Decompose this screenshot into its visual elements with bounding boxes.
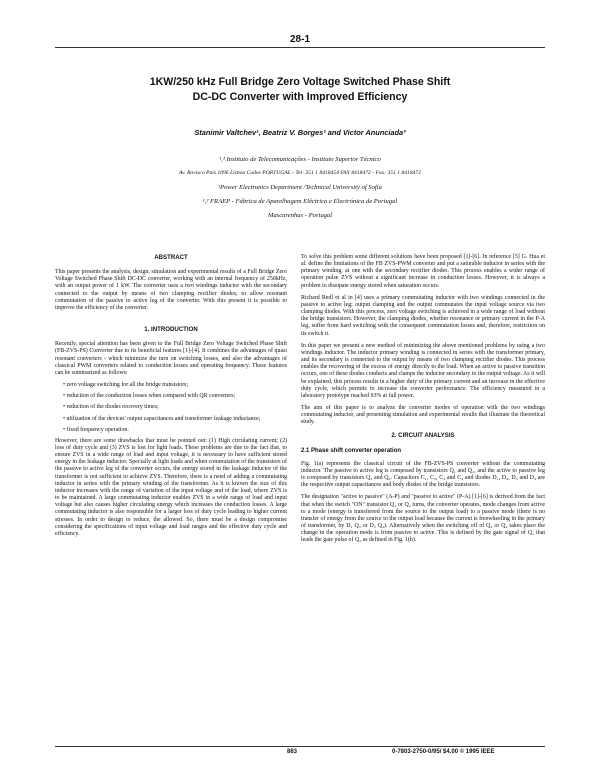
- page-footer: [0, 749, 600, 759]
- bullet-item: • fixed frequency operation.: [63, 426, 129, 433]
- circuit-analysis-heading: 2. CIRCUIT ANALYSIS: [391, 432, 455, 440]
- bullet-item: • zero voltage switching for all the bridge transistors;: [63, 382, 189, 389]
- affiliation-address: Av. Rovisco Pais 1096 Lisboa Codex PORTUGAL - Tel: 351 1 8418454 FAX 8418472 - Fax: 351 1 8418472: [178, 170, 422, 176]
- abstract-text: This paper presents the analysis, design, simulation and experimental results of a Full Bridge Zero Voltage Switched Phase Shift DC-DC converter, working with an internal frequency of 250kHz, with an output power of 1 kW. The converter uses a two windings inductor with the secondary connected to the output by means of two clamping rectifier diodes, to allow resonant commutation of the passive to active leg of the converter. With this present it is possible to improve the efficiency of the converter.: [55, 269, 287, 311]
- left-column: [55, 254, 287, 543]
- right-paragraph-5: Fig. 1(a) represents the classical circuit of the FB-ZVS-PS converter without the commutating inductor. The passive to active leg is composed by transistors Q₁ and Q₂, and the active to passive leg is composed by transistors Q₃ and Q₄. Capacitors C₁, C₂, C₃ and C₄ and diodes D₁, D₂, D₃ and D₄ are the respective output capacitances and body diodes of the bridge transistors.: [301, 460, 545, 489]
- footer-rule: [55, 746, 545, 747]
- page-number: 863: [287, 749, 298, 755]
- affiliation-2: ¹Power Electronics Department /Technical University of Sofia: [218, 184, 382, 191]
- bullet-item: • utilization of the devices' output capacitances and transformer leakage inductance;: [63, 415, 261, 422]
- affiliation-3: ¹,² FRAEP - Fábrica de Aparelhagem Eléctrica e Electrónica de Portugal: [202, 198, 398, 205]
- introduction-paragraph-2: However, there are some drawbacks that must be pointed out: (1) High circulating current; (2) loss of duty cycle and (3) ZVS is lost for light loads. These problems are due to the fact that, to ensure ZVS in a wide range of load and input voltage, it is necessary to have sufficient stored energy in the leakage inductor. Specially at light loads and when commutation of the transistors of the passive to active leg of the converter occurs, the energy stored in the leakage inductor of the transformer is not sufficient to achieve ZVS. Therefore, there is a need of adding a commutating inductor in series with the primary winding of the transformer. As it is known the size of this inductor increases with the range of variation of the input voltage and of the load, where ZVS is to be maintained. A large commutating inductor enables ZVS in a wide range of load and input voltage but also causes higher circulating energy which increases the conduction losses. A large commutating inductor is also responsible for a larger loss of duty cycle leading to higher current stresses. In order to design to reduce, the allowed. So, there must be a design compromise considering the specifications of input voltage and load ranges and the effective duty cycle and efficiency.: [55, 437, 287, 537]
- session-number: 28-1: [289, 34, 310, 45]
- affiliation-1: ¹,³ Instituto de Telecomunicações - Instituto Superior Técnico: [219, 156, 381, 163]
- isbn-copyright: 0-7803-2750-0/95/ $4.00 © 1995 IEEE: [392, 749, 495, 755]
- right-paragraph-1: To solve this problem some different solutions have been proposed [1]-[6]. In reference [5] G. Hua et al. define the limitations of the FB ZVS-PWM converter and put a saturable inductor in series with the primary winding, at one with the secondary rectifier diodes. This process enables a wider range of operation pulse ZVS without a significant increase in conduction losses. However, it is always a problem to dissipate energy stored when saturation occurs.: [301, 254, 545, 289]
- right-paragraph-2: Richard Redl et al in [4] uses a primary commutating inductor with two windings connected in the passive to active leg; output clamping and the output commutates the input voltage source via two clamping diodes. With this process, zero voltage switching is achieved in a wide range of load without the bridge transistors. However, the clamping diodes, whether resonance or primary current in the P-A leg, suffer from hard switching with the consequent commutation losses and, therefore, restriction on its switch it.: [301, 294, 545, 337]
- right-paragraph-6: The designation "active to passive" (A-P) and "passive to active" (P-A) [1]-[6] is derived from the fact that when the switch "ON" transistor Q₁ or Q₂ turns, the converter operates, mode changes from active to a mode (energy is transferred from the source to the output load) to a passive mode (there is no transfer of energy from the source to the output load because the current is freewheeling in the primary of transformer, by D₁ Q₃ or D₂ Q₄). Alternatively when the switching off of Q₃ or Q₄ takes place the change in the operation mode is from passive to active. This is defined by the gate signal of Q₁ that leads the gate pulse of Q₃ as defined in Fig. 1(b).: [301, 494, 545, 544]
- title-line-1: 1KW/250 kHz Full Bridge Zero Voltage Switched Phase Shift: [149, 76, 451, 88]
- right-column: [301, 254, 545, 549]
- paper-title: [60, 75, 540, 105]
- bullet-item: • reduction of the conduction losses when compared with QR converters;: [63, 393, 236, 400]
- title-line-2: DC-DC Converter with Improved Efficiency: [192, 91, 408, 103]
- abstract-heading: ABSTRACT: [154, 254, 188, 261]
- authors: Stanimir Valtchev¹, Beatriz V. Borges² and Victor Anunciada³: [194, 128, 406, 137]
- affiliation-city: Mascarenhas - Portugal: [267, 212, 333, 219]
- right-paragraph-4: The aim of this paper is to analyze the converter modes of operation with the two windings commutating inductor, and presenting simulation and experimental results that illustrate the theoretical study.: [301, 404, 545, 426]
- introduction-paragraph-1: Recently, special attention has been given to the Full Bridge Zero Voltage Switched Phase Shift (FB-ZVS-PS) Converter due to its beneficial features [1]-[4]. It combines the advantages of quasi resonant converters - which minimize the turn on switching losses, and also the advantages of classical PWM converters related to conduction losses and operating frequency. These features can be summarized as follows:: [55, 341, 287, 376]
- subsection-heading: 2.1 Phase shift converter operation: [301, 447, 402, 454]
- introduction-heading: 1. INTRODUCTION: [144, 326, 198, 334]
- bullet-item: • reduction of the diodes recovery times;: [63, 404, 159, 411]
- right-paragraph-3: In this paper we present a new method of minimizing the above mentioned problems by using a two windings inductor. The inductor primary winding is connected in series with the transformer primary, and its secondary is connected to the output by means of two clamping rectifier diodes. This process enables the recovering of the excess of energy directly to the load. When an active to passive transition occurs, one of these diodes conducts and clamps the inductor secondary to the output voltage. As it will be explained, this process results in a higher duty of the primary current and an increase in the effective duty cycle, which permits to increase the converter performance. The efficiency measured in a laboratory prototype reached 93% at full power.: [301, 342, 545, 399]
- header-rule: [55, 47, 545, 48]
